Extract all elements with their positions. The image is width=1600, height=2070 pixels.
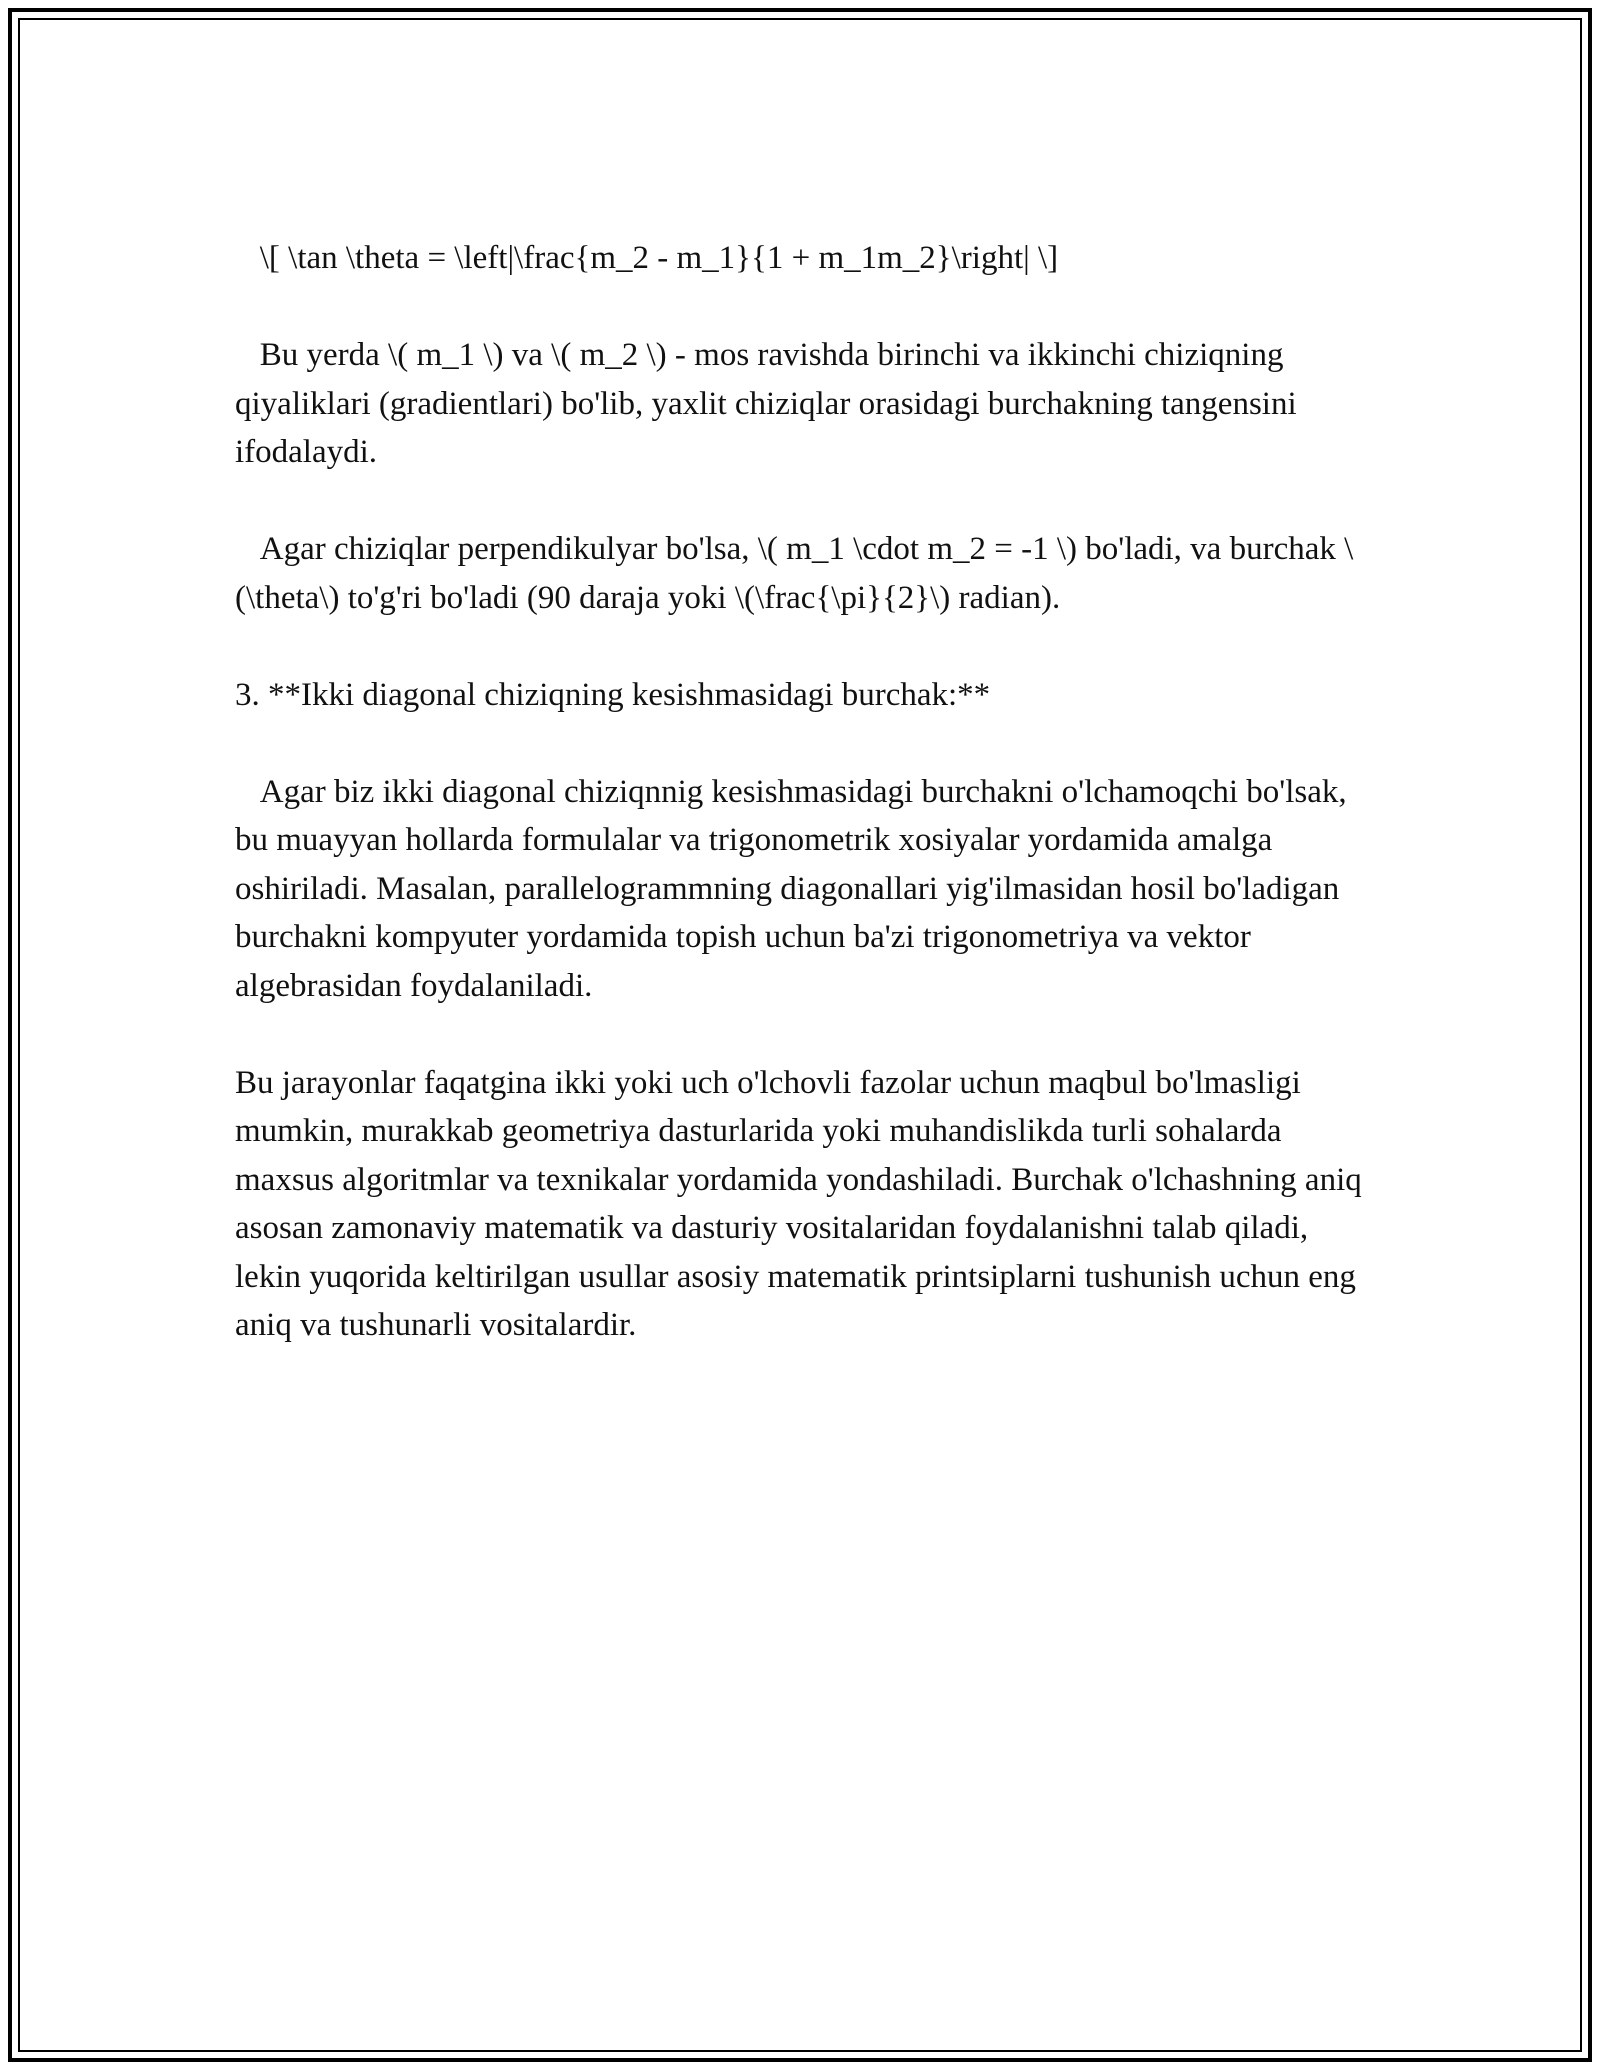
paragraph-conclusion: Bu jarayonlar faqatgina ikki yoki uch o'lchovli fazolar uchun maqbul bo'lmasligi mumkin, murakkab geometriya dasturlarida yoki muhandislikda turli sohalarda maxsus algoritmlar va texnikalar yordamida yondashiladi. Burchak o'lchashning aniq asosan zamonaviy matematik va dasturiy vositalaridan foydalanishni talab qiladi, lekin yuqorida keltirilgan usullar asosiy matematik printsiplarni tushunish uchun eng aniq va tushunarli vositalardir.: [235, 1064, 1370, 1343]
document-body: [235, 234, 1370, 1350]
formula-line: \[ \tan \theta = \left|\frac{m_2 - m_1}{1 + m_1m_2}\right| \]: [235, 240, 1059, 276]
paragraph-gap: [235, 719, 1370, 768]
paragraph-gap: [235, 283, 1370, 332]
paragraph-gap: [235, 622, 1370, 671]
paragraph-perpendicular: Agar chiziqlar perpendikulyar bo'lsa, \( m_1 \cdot m_2 = -1 \) bo'ladi, va burchak \(\theta\) to'g'ri bo'ladi (90 daraja yoki \(\frac{\pi}{2}\) radian).: [235, 531, 1354, 616]
paragraph-gap: [235, 477, 1370, 526]
paragraph-gradients: Bu yerda \( m_1 \) va \( m_2 \) - mos ravishda birinchi va ikkinchi chiziqning qiyaliklari (gradientlari) bo'lib, yaxlit chiziqlar orasidagi burchakning tangensini ifodalaydi.: [235, 337, 1305, 470]
paragraph-diagonal: Agar biz ikki diagonal chiziqnnig kesishmasidagi burchakni o'lchamoqchi bo'lsak, bu muayyan hollarda formulalar va trigonometrik xosiyalar yordamida amalga oshiriladi. Masalan, parallelogrammning diagonallari yig'ilmasidan hosil bo'ladigan burchakni kompyuter yordamida topish uchun ba'zi trigonometriya va vektor algebrasidan foydalaniladi.: [235, 773, 1355, 1004]
paragraph-gap: [235, 1010, 1370, 1059]
section-heading: 3. **Ikki diagonal chiziqning kesishmasidagi burchak:**: [235, 676, 991, 713]
